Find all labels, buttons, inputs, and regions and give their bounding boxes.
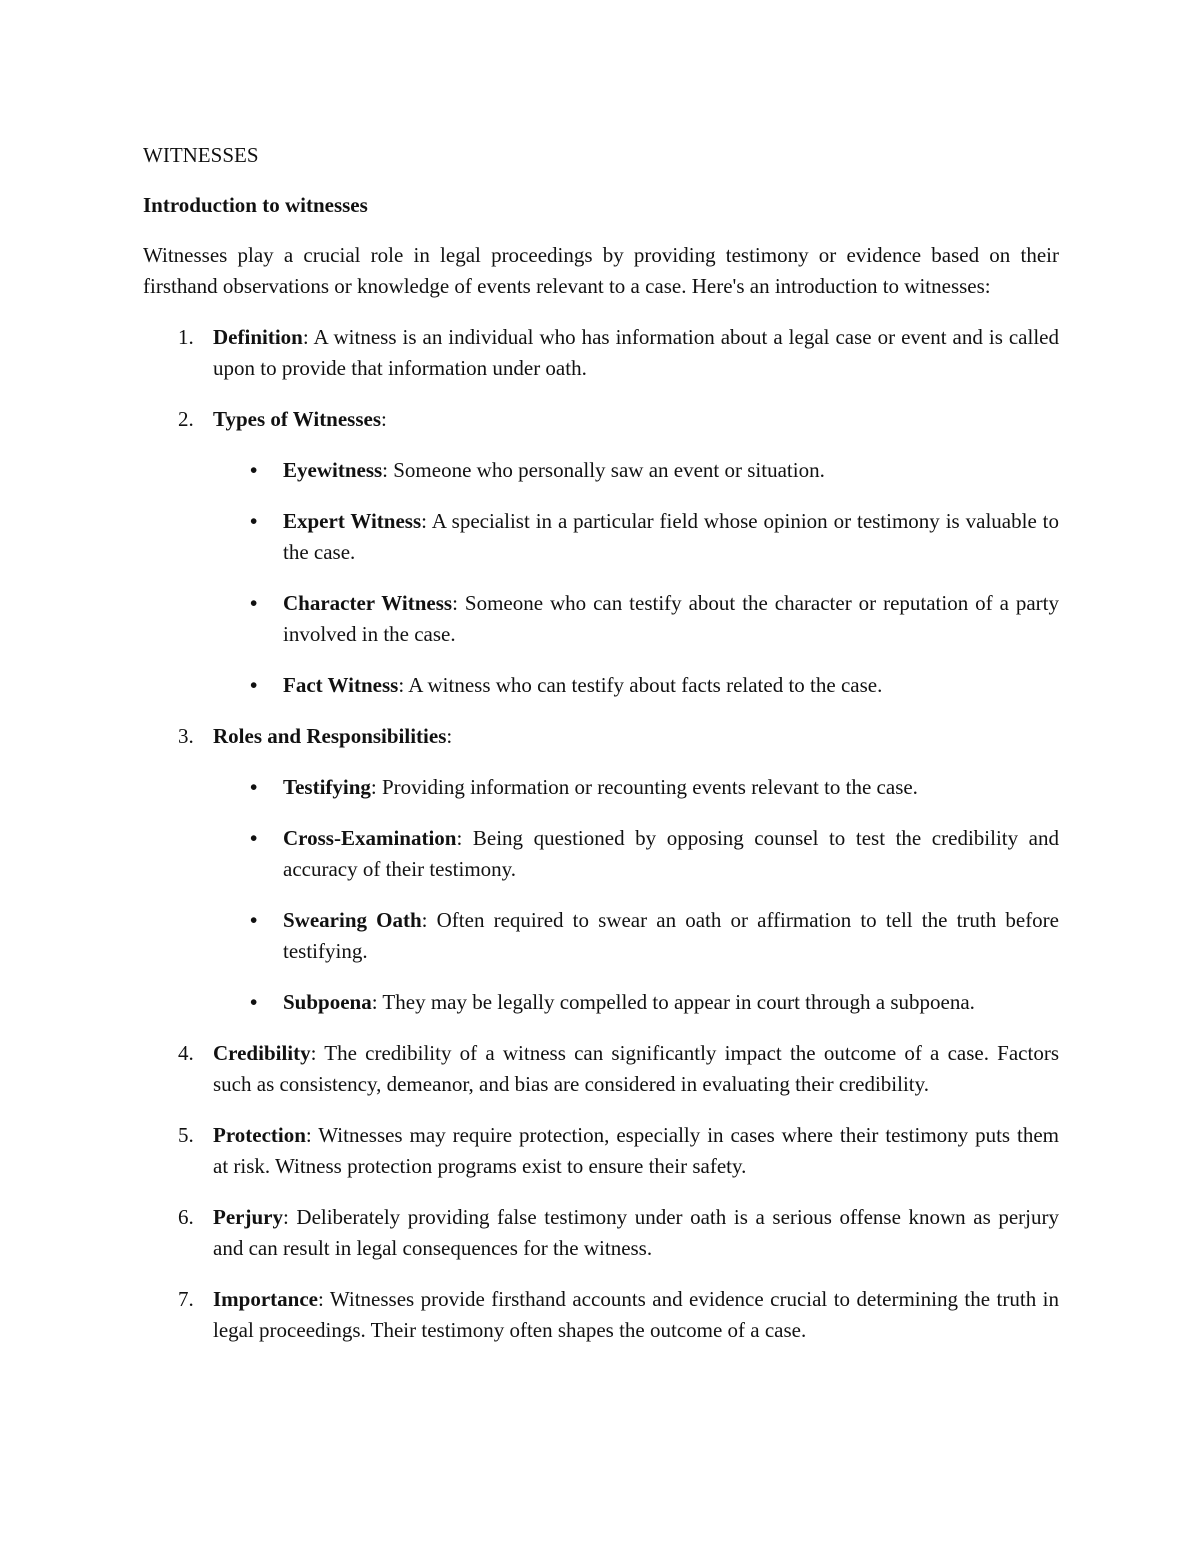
item-term: Cross-Examination <box>283 826 457 850</box>
item-text: : Deliberately providing false testimony under oath is a serious offense known as perjury and can result in legal consequences for the witness. <box>213 1205 1059 1260</box>
bullet-item-subpoena <box>213 987 1059 1018</box>
item-text: : Witnesses may require protection, especially in cases where their testimony puts them at risk. Witness protection programs exist to ensure their safety. <box>213 1123 1059 1178</box>
bullet-item-swearing-oath <box>213 905 1059 967</box>
list-number: 3. <box>178 724 194 748</box>
list-item-definition <box>143 322 1059 384</box>
bullet-icon: • <box>250 458 258 482</box>
item-term: Testifying <box>283 775 371 799</box>
bullet-icon: • <box>250 990 258 1014</box>
item-term: Credibility <box>213 1041 311 1065</box>
item-text: : Someone who can testify about the character or reputation of a party involved in the case. <box>283 591 1060 646</box>
item-text: : A witness who can testify about facts related to the case. <box>398 673 883 697</box>
item-text: : Someone who personally saw an event or situation. <box>382 458 825 482</box>
item-text: : Being questioned by opposing counsel to test the credibility and accuracy of their testimony. <box>283 826 1059 881</box>
list-number: 4. <box>178 1041 194 1065</box>
item-text: : <box>381 407 387 431</box>
item-text: : <box>446 724 453 748</box>
item-text: : Providing information or recounting events relevant to the case. <box>370 775 918 799</box>
bullet-item-expert-witness <box>213 506 1059 568</box>
item-term: Subpoena <box>283 990 372 1014</box>
bullet-icon: • <box>250 775 258 799</box>
bullet-item-eyewitness <box>213 455 1059 486</box>
list-item-protection <box>143 1120 1059 1182</box>
bullet-list-witness-types <box>213 455 1059 701</box>
item-term: Perjury <box>213 1205 283 1229</box>
bullet-item-testifying <box>213 772 1059 803</box>
item-text: : A specialist in a particular field whose opinion or testimony is valuable to the case. <box>283 509 1060 564</box>
bullet-list-roles <box>213 772 1059 1018</box>
item-term: Eyewitness <box>283 458 383 482</box>
item-term: Roles and Responsibilities <box>213 724 447 748</box>
item-text: : A witness is an individual who has information about a legal case or event and is called upon to provide that information under oath. <box>213 325 1059 380</box>
item-text: : They may be legally compelled to appear in court through a subpoena. <box>371 990 975 1014</box>
bullet-icon: • <box>250 509 258 533</box>
item-term: Swearing Oath <box>283 908 422 932</box>
list-item-importance <box>143 1284 1059 1346</box>
bullet-icon: • <box>250 908 258 932</box>
list-item-roles-and-responsibilities <box>143 721 1059 1018</box>
item-term: Fact Witness <box>283 673 399 697</box>
item-term: Expert Witness <box>283 509 422 533</box>
bullet-icon: • <box>250 591 258 615</box>
bullet-item-cross-examination <box>213 823 1059 885</box>
item-term: Importance <box>213 1287 318 1311</box>
document-page <box>143 140 1059 1366</box>
list-number: 5. <box>178 1123 194 1147</box>
section-heading: Introduction to witnesses <box>143 193 368 217</box>
bullet-icon: • <box>250 826 258 850</box>
list-number: 1. <box>178 325 194 349</box>
list-number: 2. <box>178 407 194 431</box>
list-number: 7. <box>178 1287 194 1311</box>
intro-paragraph: Witnesses play a crucial role in legal proceedings by providing testimony or evidence based on their firsthand observations or knowledge of events relevant to a case. Here's an introduction to witnesses: <box>143 243 1059 298</box>
item-text: : Witnesses provide firsthand accounts and evidence crucial to determining the truth in legal proceedings. Their testimony often shapes the outcome of a case. <box>213 1287 1059 1342</box>
numbered-list <box>143 322 1059 1346</box>
document-title: WITNESSES <box>143 143 259 167</box>
item-term: Character Witness <box>283 591 453 615</box>
list-item-types-of-witnesses <box>143 404 1059 701</box>
bullet-item-character-witness <box>213 588 1059 650</box>
bullet-icon: • <box>250 673 258 697</box>
item-text: : The credibility of a witness can significantly impact the outcome of a case. Factors such as consistency, demeanor, and bias are considered in evaluating their credibility. <box>213 1041 1059 1096</box>
list-item-credibility <box>143 1038 1059 1100</box>
item-term: Types of Witnesses <box>213 407 382 431</box>
list-item-perjury <box>143 1202 1059 1264</box>
item-text: : Often required to swear an oath or affirmation to tell the truth before testifying. <box>283 908 1059 963</box>
list-number: 6. <box>178 1205 194 1229</box>
item-term: Protection <box>213 1123 306 1147</box>
bullet-item-fact-witness <box>213 670 1059 701</box>
item-term: Definition <box>213 325 303 349</box>
